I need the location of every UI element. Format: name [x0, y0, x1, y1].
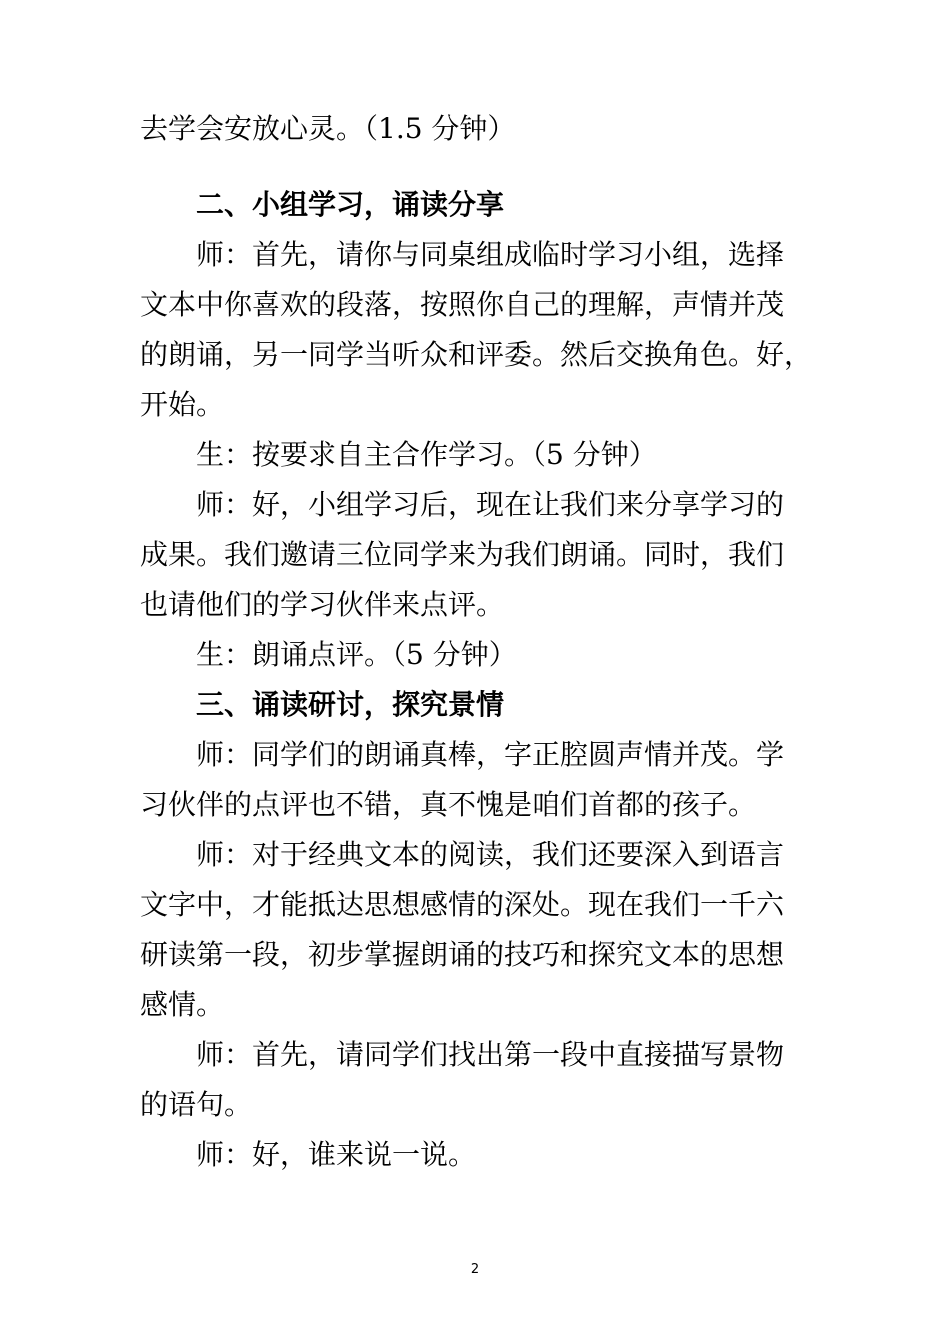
page-number: 2: [470, 1262, 480, 1277]
paragraph-line: 也请他们的学习伙伴来点评。: [140, 588, 505, 621]
paragraph-line: 习伙伴的点评也不错，真不愧是咱们首都的孩子。: [140, 788, 757, 821]
paragraph-line: 的语句。: [140, 1088, 253, 1121]
paragraph-line: 感情。: [140, 988, 225, 1021]
section-heading: 二、小组学习，诵读分享: [196, 188, 505, 221]
paragraph-line: 师：好，谁来说一说。: [196, 1138, 477, 1171]
paragraph-line: 文本中你喜欢的段落，按照你自己的理解，声情并茂: [140, 288, 785, 321]
paragraph-line: 师：首先，请你与同桌组成临时学习小组，选择: [196, 238, 785, 271]
paragraph-line: 生：按要求自主合作学习。（5 分钟）: [196, 438, 657, 471]
paragraph-line: 研读第一段，初步掌握朗诵的技巧和探究文本的思想: [140, 938, 785, 971]
text-line: 去学会安放心灵。（1.5 分钟）: [140, 112, 516, 145]
paragraph-line: 师：对于经典文本的阅读，我们还要深入到语言: [196, 838, 785, 871]
paragraph-line: 成果。我们邀请三位同学来为我们朗诵。同时，我们: [140, 538, 785, 571]
paragraph-line: 师：同学们的朗诵真棒，字正腔圆声情并茂。学: [196, 738, 785, 771]
paragraph-line: 师：好，小组学习后，现在让我们来分享学习的: [196, 488, 785, 521]
paragraph-line: 开始。: [140, 388, 225, 421]
paragraph-line: 文字中，才能抵达思想感情的深处。现在我们一千六: [140, 888, 785, 921]
paragraph-line: 师：首先，请同学们找出第一段中直接描写景物: [196, 1038, 785, 1071]
section-heading: 三、诵读研讨，探究景情: [196, 688, 505, 721]
paragraph-line: 的朗诵，另一同学当听众和评委。然后交换角色。好，: [140, 338, 813, 371]
paragraph-line: 生：朗诵点评。（5 分钟）: [196, 638, 517, 671]
